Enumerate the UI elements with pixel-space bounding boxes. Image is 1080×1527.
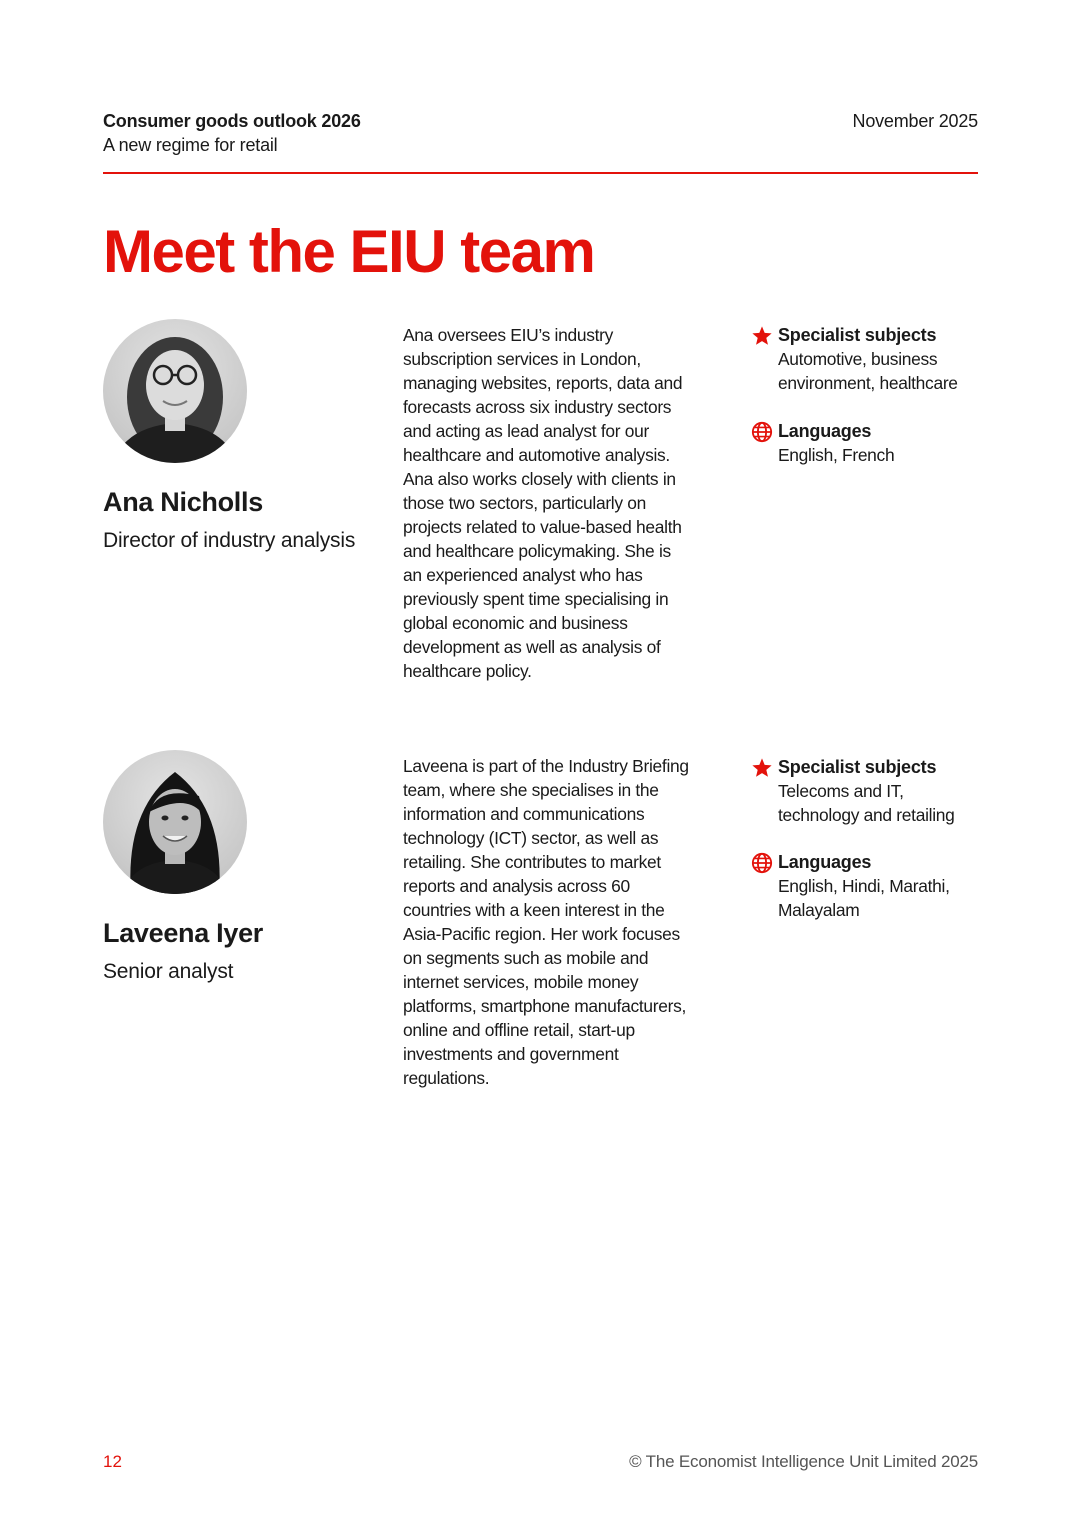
- team-member-card: [103, 750, 978, 1130]
- page-header: [103, 109, 978, 157]
- page-title: Meet the EIU team: [103, 218, 595, 285]
- specialist-value: Telecoms and IT, technology and retailing: [778, 781, 955, 825]
- languages-value: English, French: [778, 445, 895, 465]
- avatar-photo: [103, 319, 247, 463]
- globe-icon: [751, 852, 773, 874]
- member-bio: Laveena is part of the Industry Briefing team, where she specialises in the information and communications technology (ICT) sector, as well as retailing. She contributes to market reports and analysis across 60 countries with a keen interest in the Asia-Pacific region. Her work focuses on segments such as mobile and internet services, mobile money platforms, smartphone manufacturers, online and offline retail, start-up investments and government regulations.: [403, 756, 689, 1088]
- specialist-heading: Specialist subjects: [778, 757, 937, 777]
- team-member-card: [103, 319, 978, 699]
- star-icon: [751, 325, 773, 347]
- member-name: Laveena Iyer: [103, 918, 264, 948]
- copyright-notice: © The Economist Intelligence Unit Limited 2025: [629, 1452, 978, 1471]
- specialist-heading: Specialist subjects: [778, 325, 937, 345]
- report-subtitle: A new regime for retail: [103, 135, 278, 155]
- languages-heading: Languages: [778, 421, 872, 441]
- globe-icon: [751, 421, 773, 443]
- avatar-photo: [103, 750, 247, 894]
- member-role: Senior analyst: [103, 960, 234, 983]
- member-bio: Ana oversees EIU’s industry subscription services in London, managing websites, reports, data and forecasts across six industry sectors and acting as lead analyst for our healthcare and automotive analysis. Ana also works closely with clients in those two sectors, particularly on projects related to value-based health and healthcare policymaking. She is an experienced analyst who has previously spent time specialising in global economic and business development as well as analysis of healthcare policy.: [403, 325, 683, 681]
- page-number: 12: [103, 1452, 122, 1471]
- specialist-value: Automotive, business environment, healthcare: [778, 349, 958, 393]
- member-role: Director of industry analysis: [103, 529, 356, 552]
- star-icon: [751, 757, 773, 779]
- member-name: Ana Nicholls: [103, 487, 263, 517]
- languages-value: English, Hindi, Marathi, Malayalam: [778, 876, 950, 920]
- report-date: November 2025: [852, 111, 978, 131]
- report-title: Consumer goods outlook 2026: [103, 111, 361, 131]
- header-divider: [103, 172, 978, 174]
- languages-heading: Languages: [778, 852, 872, 872]
